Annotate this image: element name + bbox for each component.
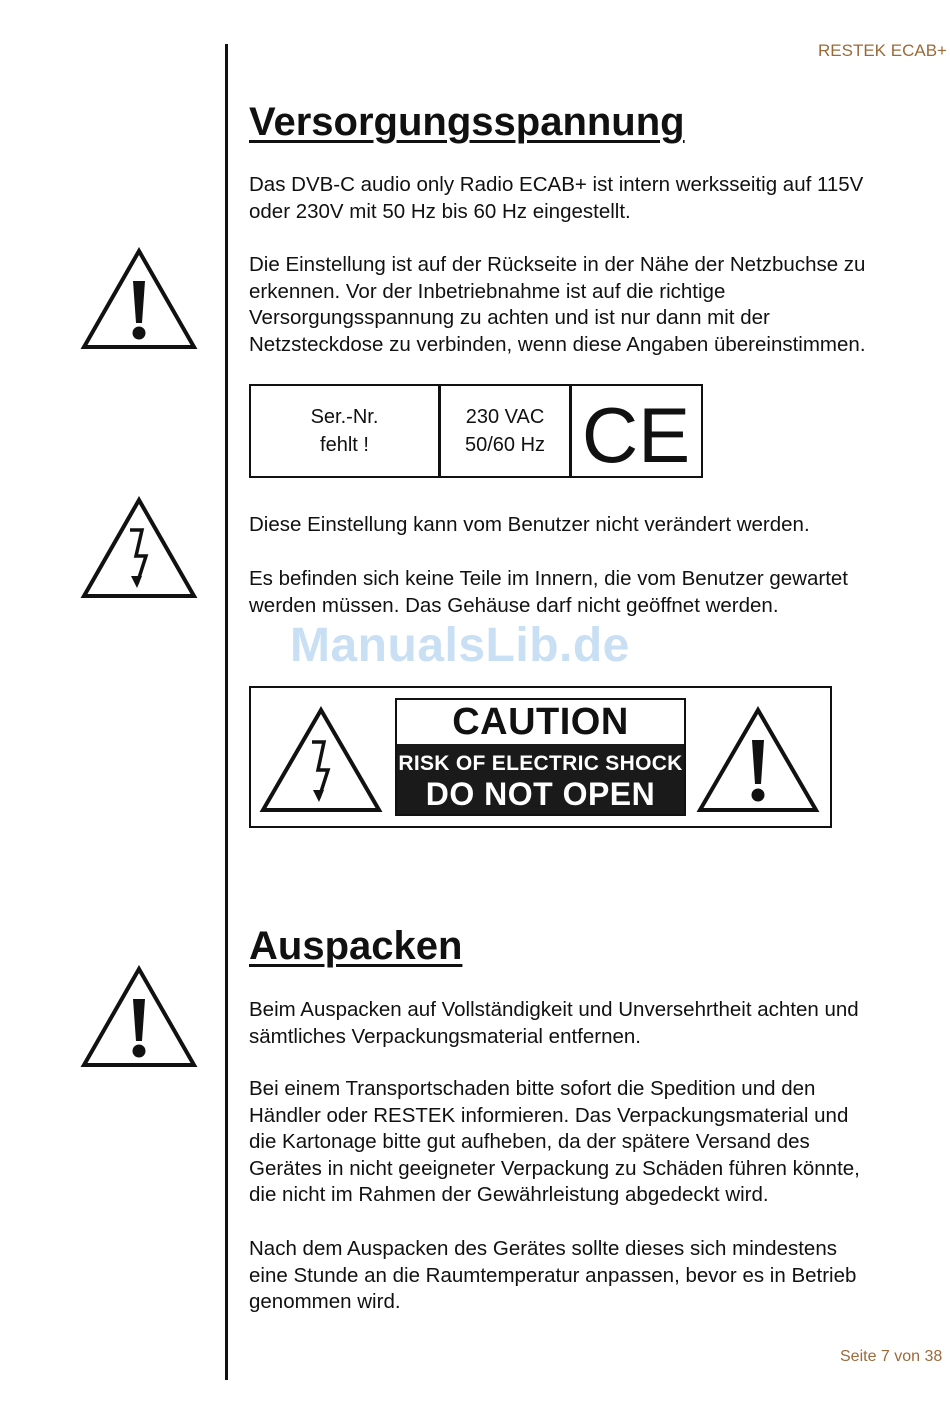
running-header: RESTEK ECAB+ <box>818 41 947 60</box>
paragraph: Das DVB-C audio only Radio ECAB+ ist intern werksseitig auf 115V oder 230V mit 50 Hz bis 60 Hz eingestellt. <box>249 173 864 223</box>
warning-icon <box>80 965 198 1068</box>
section-heading-versorgungsspannung: Versorgungsspannung <box>249 100 685 144</box>
paragraph: Bei einem Transportschaden bitte sofort die Spedition und den Händler oder RESTEK informieren. Das Verpackungsmaterial und die Kartonage bitte gut aufheben, da der spätere Versand des Gerätes in nicht geeigneter Verpackung zu Schäden führen könnte, die nicht im Rahmen der Gewährleistung abgedeckt wird. <box>249 1077 860 1206</box>
voltage-cell: 230 VAC 50/60 Hz <box>464 406 546 456</box>
rating-label <box>249 384 703 478</box>
caution-line-risk: RISK OF ELECTRIC SHOCK <box>398 752 683 775</box>
paragraph: Beim Auspacken auf Vollständigkeit und Unversehrtheit achten und sämtliches Verpackungsmaterial entfernen. <box>249 998 859 1048</box>
electric-shock-icon <box>259 706 383 814</box>
serial-number-cell: Ser.-Nr. fehlt ! <box>310 406 379 456</box>
paragraph: Es befinden sich keine Teile im Innern, die vom Benutzer gewartet werden müssen. Das Gehäuse darf nicht geöffnet werden. <box>249 567 849 617</box>
caution-title: CAUTION <box>452 700 629 743</box>
warning-icon <box>696 706 820 814</box>
paragraph: Diese Einstellung kann vom Benutzer nicht verändert werden. <box>249 513 810 536</box>
section-heading-auspacken: Auspacken <box>249 924 463 968</box>
page-number: Seite 7 von 38 <box>840 1348 943 1365</box>
paragraph: Nach dem Auspacken des Gerätes sollte dieses sich mindestens eine Stunde an die Raumtemperatur anpassen, bevor es in Betrieb genommen wird. <box>249 1237 857 1313</box>
paragraph: Die Einstellung ist auf der Rückseite in der Nähe der Netzbuchse zu erkennen. Vor der Inbetriebnahme ist auf die richtige Versorgungsspannung zu achten und ist nur dann mit der Netzsteckdose zu verbinden, wenn diese Angaben übereinstimmen. <box>249 253 866 356</box>
margin-rule <box>225 44 228 1380</box>
caution-line-do-not-open: DO NOT OPEN <box>425 776 656 812</box>
electric-shock-icon <box>80 496 198 599</box>
caution-warning-panel <box>397 744 684 814</box>
watermark: ManualsLib.de <box>290 619 630 672</box>
svg-text:CE: CE <box>581 391 691 476</box>
warning-icon <box>80 247 198 350</box>
ce-mark-icon <box>572 386 701 476</box>
caution-sign <box>395 698 686 816</box>
